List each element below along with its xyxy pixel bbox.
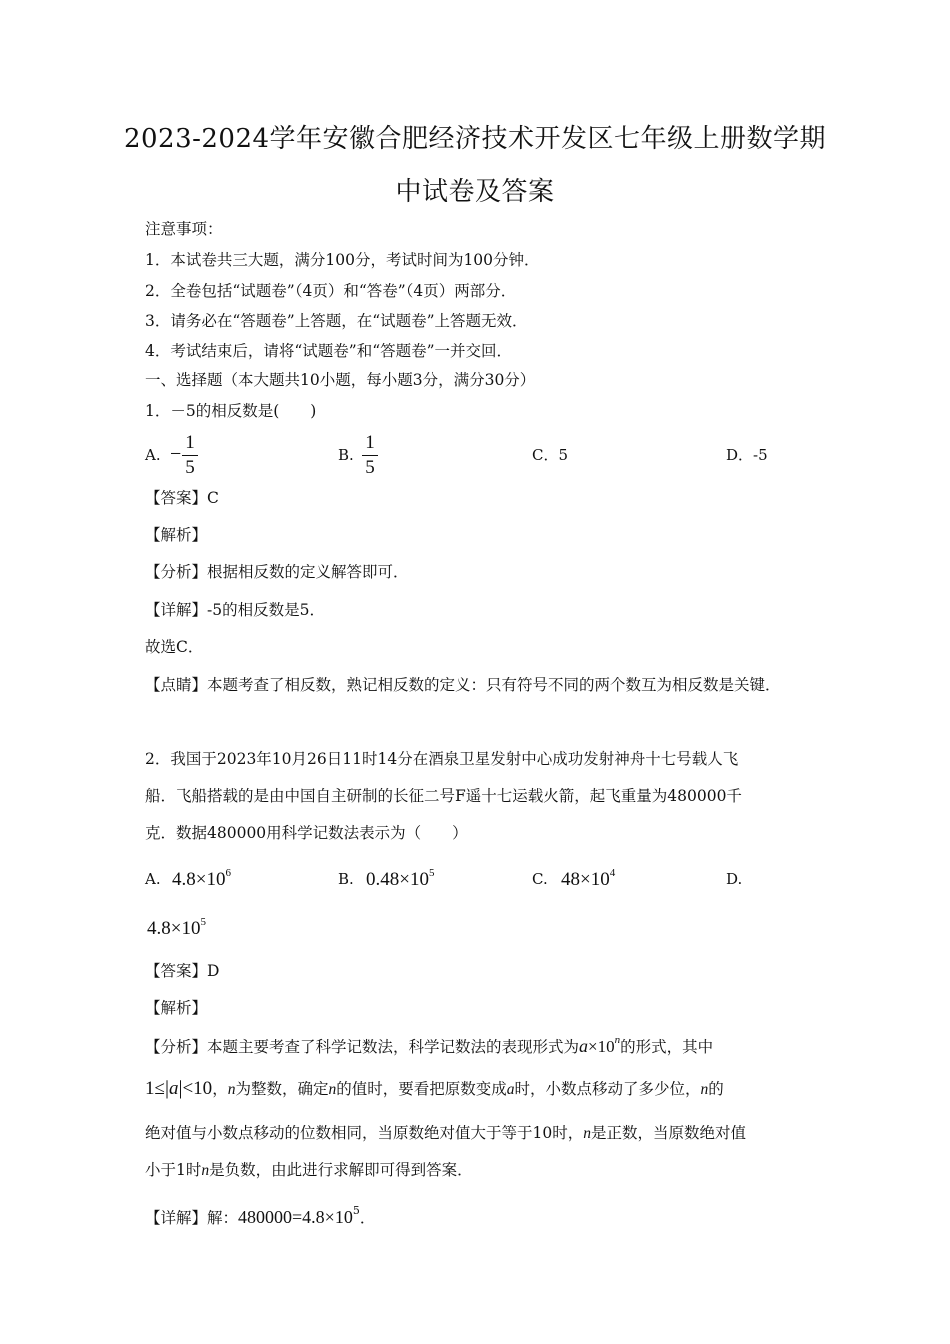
q1-dianjing: 【点睛】本题考查了相反数，熟记相反数的定义：只有符号不同的两个数互为相反数是关键． xyxy=(145,676,781,694)
q2-option-b xyxy=(366,867,435,890)
q2-option-b-label: B. xyxy=(338,870,354,888)
q2-fenxi-text-2: 的形式，其中 xyxy=(620,1038,714,1056)
q2-option-d xyxy=(147,916,206,939)
note-item-2: 2．全卷包括“试题卷”（4页）和“答卷”（4页）两部分． xyxy=(145,282,517,300)
q2-option-a-exponent: 6 xyxy=(225,867,231,879)
q2-option-d-base: 4.8×10 xyxy=(147,918,201,939)
q1-option-b-label: B. xyxy=(338,446,354,464)
q1-option-b-denominator: 5 xyxy=(365,457,375,478)
note-item-3: 3．请务必在“答题卷”上答题，在“试题卷”上答题无效． xyxy=(145,312,528,330)
q2-var-a-2: a xyxy=(506,1081,515,1098)
q2-xiangjie-exponent: 5 xyxy=(352,1204,360,1217)
q1-guxuan: 故选C． xyxy=(145,638,204,656)
q1-option-c: C．5 xyxy=(532,446,569,464)
q1-option-a-denominator: 5 xyxy=(185,457,195,478)
q2-fenxi-line-2: 1≤|a|<10，n为整数，确定n的值时，要看把原数变成a时，小数点移动了多少位，n的 xyxy=(145,1077,724,1099)
note-item-1: 1．本试卷共三大题，满分100分，考试时间为100分钟． xyxy=(145,251,540,269)
document-title-line-1: 2023-2024学年安徽合肥经济技术开发区七年级上册数学期 xyxy=(123,124,827,154)
q2-option-b-exponent: 5 xyxy=(428,867,435,879)
q2-option-a xyxy=(172,867,231,890)
q2-cond-left: 1≤ xyxy=(145,1078,165,1099)
document-title-line-2: 中试卷及答案 xyxy=(395,177,555,207)
note-item-4: 4．考试结束后，请将“试题卷”和“答题卷”一并交回． xyxy=(145,342,513,360)
q2-option-c-exponent: 4 xyxy=(609,867,616,879)
q1-fenxi: 【分析】根据相反数的定义解答即可． xyxy=(145,563,409,581)
q1-option-b-numerator: 1 xyxy=(365,432,375,453)
notes-heading: 注意事项： xyxy=(145,220,223,238)
q2-fenxi-var-a: a xyxy=(579,1036,589,1056)
q2-option-d-label: D. xyxy=(726,870,743,888)
q2-stem-line-1: 2．我国于2023年10月26日11时14分在酒泉卫星发射中心成功发射神舟十七号载人飞 xyxy=(145,750,739,768)
q2-var-n-2: n xyxy=(328,1081,337,1098)
q2-cond-right: <10 xyxy=(182,1078,213,1099)
abs-bar-left: | xyxy=(164,1077,169,1099)
q2-line3-text-2: 是正数，当原数绝对值 xyxy=(590,1124,746,1142)
q2-option-c xyxy=(561,867,616,890)
q2-stem-line-3: 克．数据480000用科学记数法表示为（ ） xyxy=(145,824,468,842)
abs-bar-right: | xyxy=(178,1077,183,1099)
q2-var-n-1: n xyxy=(227,1081,236,1098)
q1-option-a-fraction xyxy=(182,433,198,477)
q2-option-a-label: A. xyxy=(145,870,161,888)
q2-var-n-3: n xyxy=(700,1081,709,1098)
q2-fenxi-text-1: 【分析】本题主要考查了科学记数法，科学记数法的表现形式为 xyxy=(145,1038,580,1056)
q2-line2-text-4: 的 xyxy=(708,1080,724,1098)
q2-line3-text-1: 绝对值与小数点移动的位数相同，当原数绝对值大于等于10时， xyxy=(145,1124,584,1142)
q2-line2-text-1: 为整数，确定 xyxy=(235,1080,329,1098)
q2-fenxi-line-3 xyxy=(145,1126,746,1142)
fraction-bar xyxy=(182,455,198,456)
q2-cond-var-a: a xyxy=(168,1078,179,1099)
q2-xiangjie-end: ． xyxy=(359,1209,376,1227)
q2-analysis-label: 【解析】 xyxy=(145,999,208,1017)
q1-analysis-label: 【解析】 xyxy=(145,526,208,544)
q2-line2-text-2: 的值时，要看把原数变成 xyxy=(336,1080,507,1098)
q2-line4-text-2: 是负数，由此进行求解即可得到答案． xyxy=(209,1161,473,1179)
q2-xiangjie xyxy=(145,1204,376,1227)
q1-stem: 1．－5的相反数是( ) xyxy=(145,402,317,420)
section-heading-choice: 一、选择题（本大题共10小题，每小题3分，满分30分） xyxy=(145,371,536,389)
q1-option-b-fraction xyxy=(362,433,378,477)
q2-var-n-5: n xyxy=(201,1162,210,1179)
q2-fenxi-exp-n: n xyxy=(614,1034,621,1046)
q1-option-a-label: A. xyxy=(145,446,161,464)
q2-fenxi-line-1 xyxy=(145,1034,714,1056)
q1-option-d: D．-5 xyxy=(726,446,768,464)
fraction-bar xyxy=(362,455,378,456)
q2-fenxi-line-4 xyxy=(145,1163,473,1179)
q1-option-a-minus: − xyxy=(170,443,182,465)
q2-xiangjie-math: 480000=4.8×10 xyxy=(238,1207,353,1227)
q2-fenxi-times-ten: ×10 xyxy=(588,1037,615,1056)
q2-option-d-exponent: 5 xyxy=(200,916,206,928)
q2-answer: 【答案】D xyxy=(145,962,220,980)
q1-option-a-numerator: 1 xyxy=(185,432,195,453)
q2-option-b-base: 0.48×10 xyxy=(366,869,429,890)
q1-answer: 【答案】C xyxy=(145,489,219,507)
q2-option-a-base: 4.8×10 xyxy=(172,869,226,890)
q2-option-c-label: C. xyxy=(532,870,548,888)
q2-line4-text-1: 小于1时 xyxy=(145,1161,202,1179)
q2-stem-line-2: 船．飞船搭载的是由中国自主研制的长征二号F遥十七运载火箭，起飞重量为480000千 xyxy=(145,787,742,805)
q1-xiangjie: 【详解】-5的相反数是5． xyxy=(145,601,325,619)
q2-line2-text-3: 时，小数点移动了多少位， xyxy=(514,1080,701,1098)
q2-xiangjie-text: 【详解】解： xyxy=(145,1209,239,1227)
q2-option-c-base: 48×10 xyxy=(561,869,610,890)
q2-var-n-4: n xyxy=(583,1125,591,1142)
